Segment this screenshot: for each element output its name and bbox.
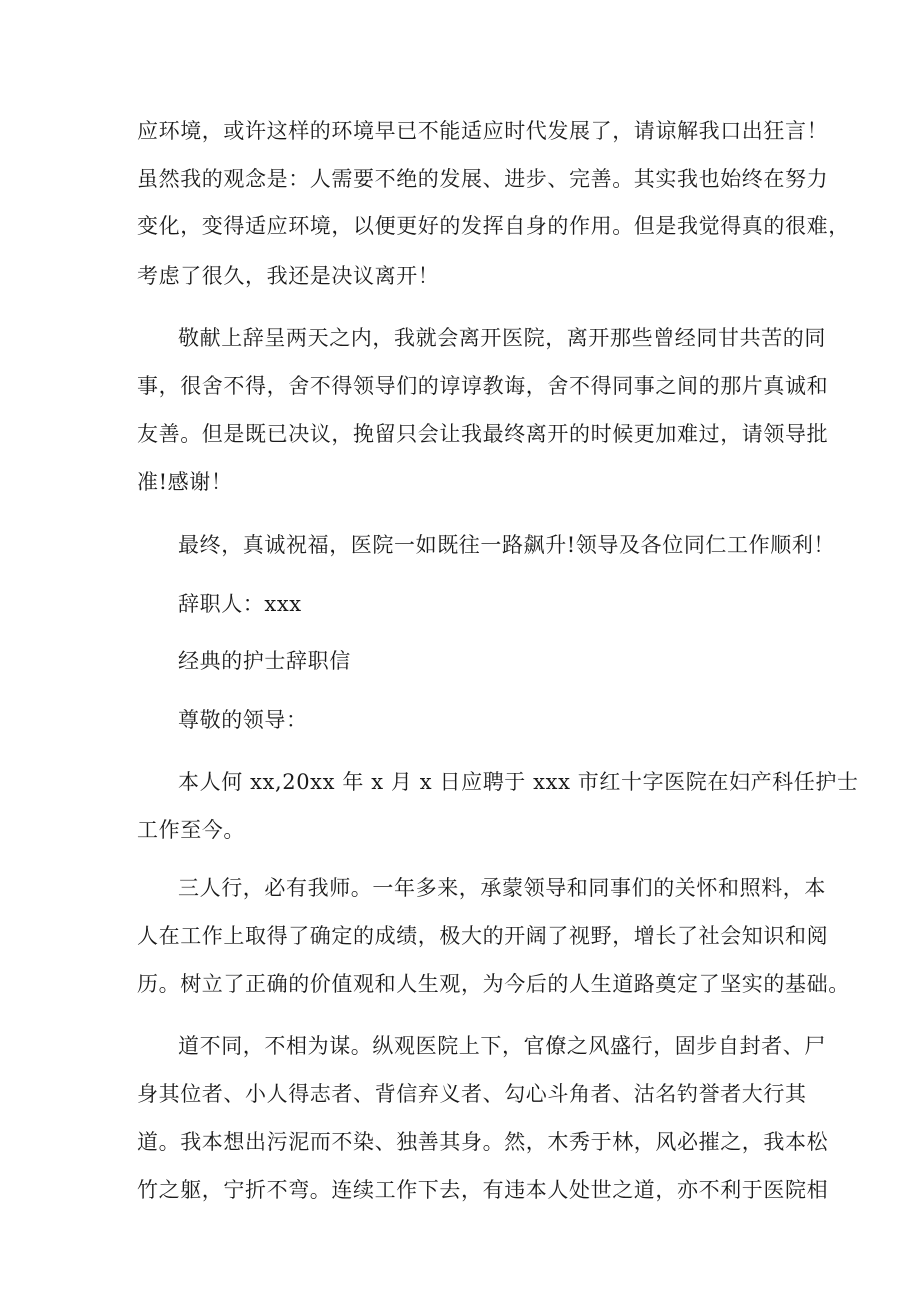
- text-line: 人在工作上取得了确定的成绩，极大的开阔了视野，增长了社会知识和阅: [137, 924, 829, 948]
- text-line: 三人行，必有我师。一年多来，承蒙领导和同事们的关怀和照料，本: [178, 876, 826, 900]
- signature: 辞职人：xxx: [178, 592, 302, 616]
- text-line: 友善。但是既已决议，挽留只会让我最终离开的时候更加难过，请领导批: [137, 422, 829, 446]
- text-line: 本人何 xx,20xx 年 x 月 x 日应聘于 xxx 市红十字医院在妇产科任护士: [178, 770, 859, 794]
- text-line: 应环境，或许这样的环境早已不能适应时代发展了，请谅解我口出狂言！: [137, 119, 829, 143]
- text-line: 考虑了很久，我还是决议离开！: [137, 264, 440, 288]
- section-title: 经典的护士辞职信: [178, 649, 351, 673]
- text-line: 道。我本想出污泥而不染、独善其身。然，木秀于林，风必摧之，我本松: [137, 1130, 829, 1154]
- text-line: 变化，变得适应环境，以便更好的发挥自身的作用。但是我觉得真的很难，: [137, 214, 850, 238]
- text-line: 虽然我的观念是：人需要不绝的发展、进步、完善。其实我也始终在努力: [137, 167, 829, 191]
- text-line: 准!感谢！: [137, 470, 233, 494]
- text-line: 敬献上辞呈两天之内，我就会离开医院，离开那些曾经同甘共苦的同: [178, 326, 826, 350]
- text-line: 竹之躯，宁折不弯。连续工作下去，有违本人处世之道，亦不利于医院相: [137, 1178, 829, 1202]
- text-line: 道不同，不相为谋。纵观医院上下，官僚之风盛行，固步自封者、尸: [178, 1034, 826, 1058]
- text-line: 事，很舍不得，舍不得领导们的谆谆教诲，舍不得同事之间的那片真诚和: [137, 374, 829, 398]
- text-line: 历。树立了正确的价值观和人生观，为今后的人生道路奠定了坚实的基础。: [137, 972, 850, 996]
- text-line: 身其位者、小人得志者、背信弃义者、勾心斗角者、沽名钓誉者大行其: [137, 1082, 807, 1106]
- text-line: 最终，真诚祝福，医院一如既往一路飙升!领导及各位同仁工作顺利！: [178, 533, 836, 557]
- salutation: 尊敬的领导：: [178, 708, 308, 732]
- text-line: 工作至今。: [137, 818, 245, 842]
